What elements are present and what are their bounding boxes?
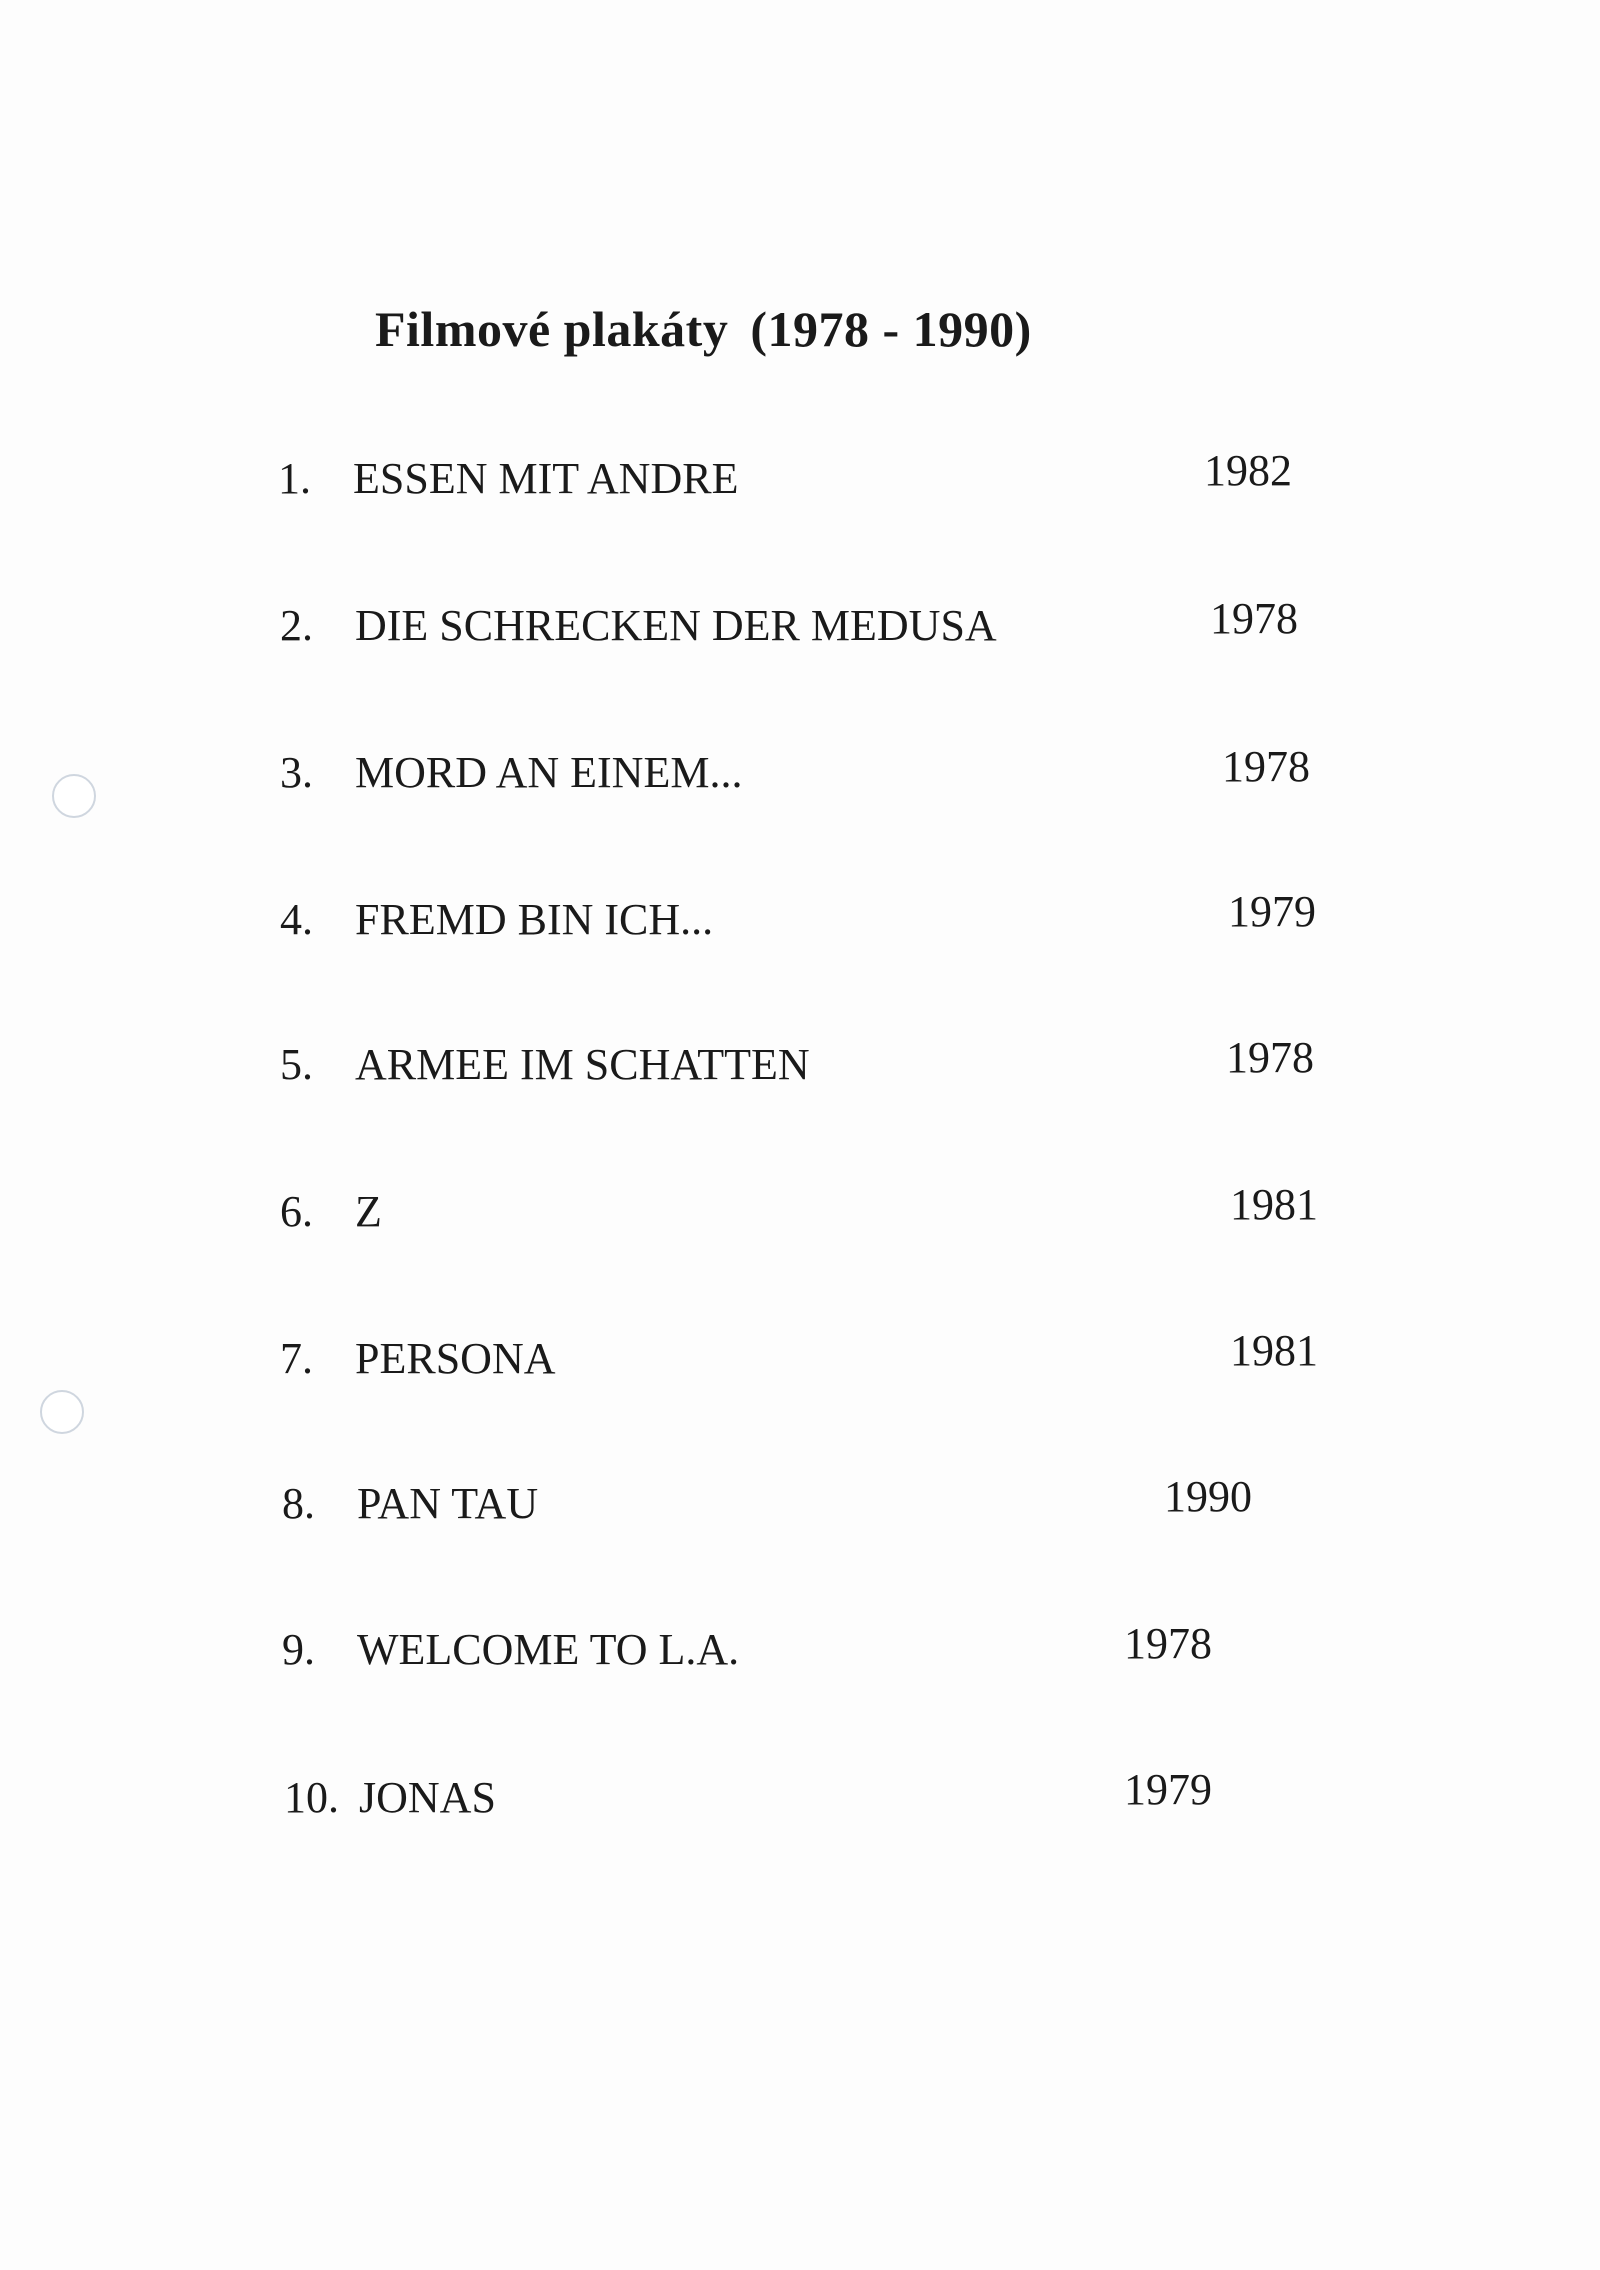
list-item [278,454,739,503]
item-number: 3. [280,748,313,797]
item-number: 4. [280,895,313,944]
page-title [375,300,1032,358]
item-number: 8. [282,1479,315,1528]
item-year: 1981 [1230,1326,1318,1375]
item-number: 1. [278,454,311,503]
list-item [280,895,714,944]
item-title: WELCOME TO L.A. [357,1625,740,1674]
item-year: 1981 [1230,1180,1318,1229]
item-number: 9. [282,1625,315,1674]
item-title: PERSONA [355,1334,556,1383]
item-title: JONAS [359,1773,496,1822]
item-title: Z [355,1187,382,1236]
item-year: 1978 [1210,594,1298,643]
item-title: PAN TAU [357,1479,539,1528]
item-number: 6. [280,1187,313,1236]
list-item [280,1334,556,1383]
list-item [280,1040,810,1089]
item-year: 1990 [1164,1472,1252,1521]
list-item [282,1479,539,1528]
punch-hole-lower [40,1390,84,1434]
item-year: 1982 [1204,446,1292,495]
item-year: 1978 [1226,1033,1314,1082]
item-title: ARMEE IM SCHATTEN [355,1040,810,1089]
item-year: 1979 [1124,1765,1212,1814]
item-year: 1979 [1228,887,1316,936]
title-range: (1978 - 1990) [750,301,1032,357]
punch-hole-upper [52,774,96,818]
list-item [280,601,997,650]
list-item [280,748,743,797]
item-title: ESSEN MIT ANDRE [353,454,739,503]
title-main: Filmové plakáty [375,301,729,357]
item-year: 1978 [1222,742,1310,791]
item-title: MORD AN EINEM... [355,748,743,797]
item-number: 2. [280,601,313,650]
list-item [280,1187,382,1236]
item-year: 1978 [1124,1619,1212,1668]
item-title: FREMD BIN ICH... [355,895,714,944]
list-item [282,1625,740,1674]
item-title: DIE SCHRECKEN DER MEDUSA [355,601,997,650]
item-number: 10. [284,1773,339,1822]
list-item [284,1773,496,1822]
item-number: 7. [280,1334,313,1383]
item-number: 5. [280,1040,313,1089]
